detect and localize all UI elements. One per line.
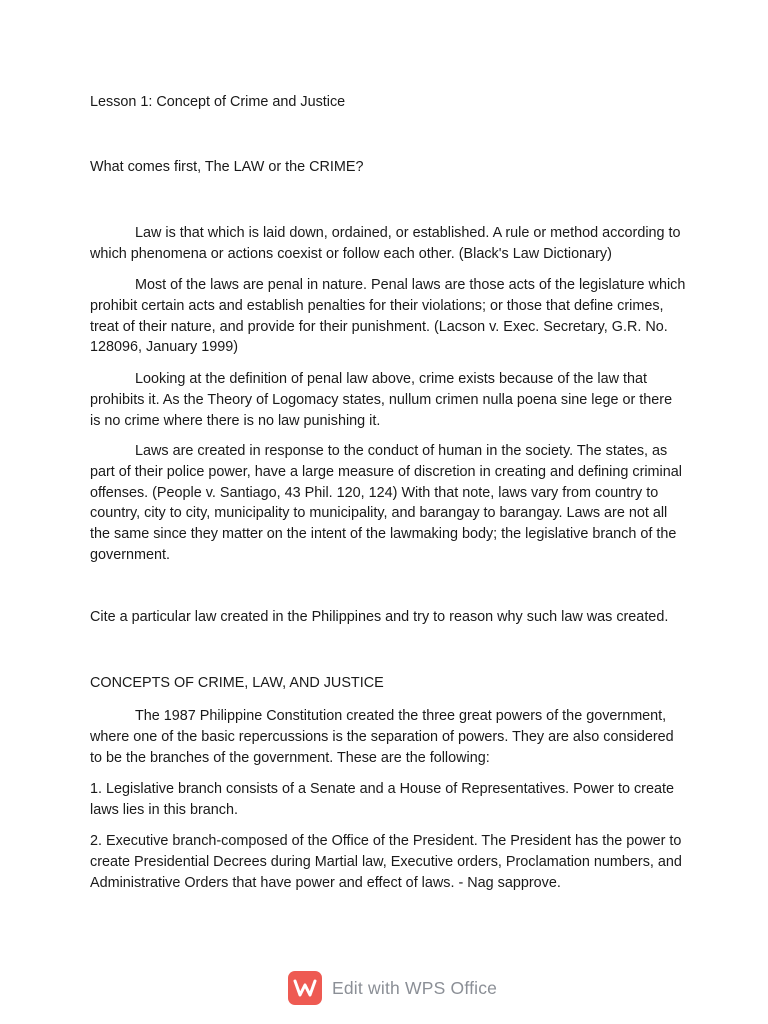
question-heading: What comes first, The LAW or the CRIME? <box>90 159 364 175</box>
list-item-legislative: 1. Legislative branch consists of a Senate and a House of Representatives. Power to create laws lies in this branch. <box>90 781 674 818</box>
wps-watermark-label: Edit with WPS Office <box>332 977 498 998</box>
paragraph-crime-exists: Looking at the definition of penal law above, crime exists because of the law that prohibits it. As the Theory of Logomacy states, nullum crimen nulla poena sine lege or there is no crime where there is no law punishing it. <box>90 371 673 429</box>
lesson-title: Lesson 1: Concept of Crime and Justice <box>90 94 346 110</box>
wps-office-logo-icon <box>288 971 322 1005</box>
paragraph-law-definition: Law is that which is laid down, ordained, or established. A rule or method according to which phenomena or actions coexist or follow each other. (Black's Law Dictionary) <box>90 225 681 262</box>
list-item-executive: 2. Executive branch-composed of the Office of the President. The President has the power to create Presidential Decrees during Martial law, Executive orders, Proclamation numbers, and Administrative Orders that have power and effect of laws. - Nag sapprove. <box>90 833 682 891</box>
activity-prompt: Cite a particular law created in the Philippines and try to reason why such law was created. <box>90 609 669 625</box>
paragraph-penal-laws: Most of the laws are penal in nature. Penal laws are those acts of the legislature which prohibit certain acts and establish penalties for their violations; or those that define crimes, treat of their nature, and provide for their punishment. (Lacson v. Exec. Secretary, G.R. No. 128096, January 1999) <box>90 277 686 356</box>
paragraph-constitution: The 1987 Philippine Constitution created the three great powers of the government, where one of the basic repercussions is the separation of powers. They are also considered to be the branches of the government. These are the following: <box>90 708 674 766</box>
wps-watermark[interactable] <box>288 971 497 1005</box>
paragraph-laws-created: Laws are created in response to the conduct of human in the society. The states, as part of their police power, have a large measure of discretion in creating and defining criminal offenses. (People v. Santiago, 43 Phil. 120, 124) With that note, laws vary from country to country, city to city, municipality to municipality, and barangay to barangay. Laws are not all the same since they matter on the intent of the lawmaking body; the legislative branch of the government. <box>90 443 682 563</box>
section-heading: CONCEPTS OF CRIME, LAW, AND JUSTICE <box>90 675 384 691</box>
